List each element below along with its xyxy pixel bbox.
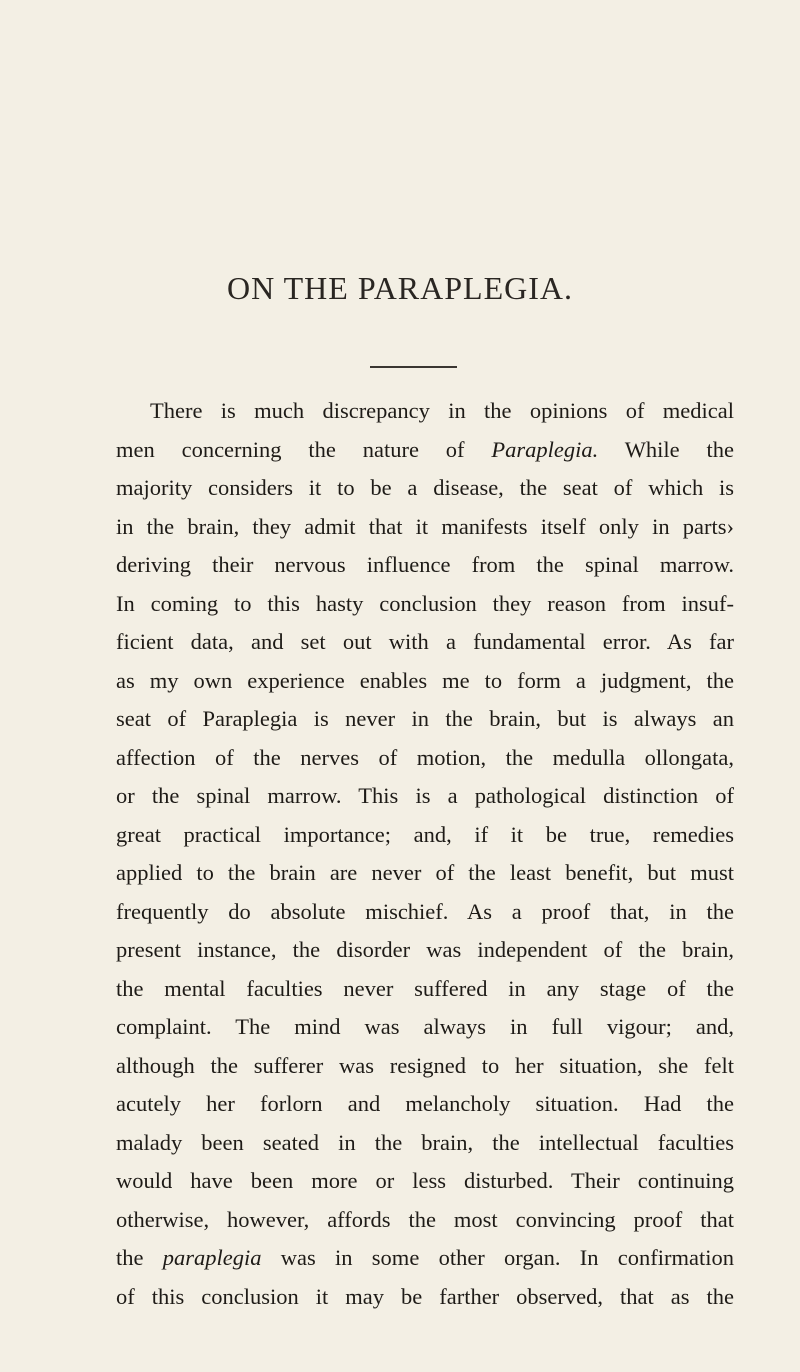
page-heading: ON THE PARAPLEGIA. xyxy=(226,270,574,306)
text-segment: men concerning the nature of xyxy=(116,436,492,462)
text-line: seat of Paraplegia is never in the brain, but is always an xyxy=(116,706,734,731)
text-line: otherwise, however, affords the most convincing proof that xyxy=(116,1206,734,1232)
text-line: frequently do absolute mischief. As a proof that, in the xyxy=(116,898,734,924)
text-line: although the sufferer was resigned to her situation, she felt xyxy=(116,1052,734,1078)
body-text xyxy=(116,392,734,1316)
text-line: complaint. The mind was always in full vigour; and, xyxy=(116,1014,734,1039)
text-line: applied to the brain are never of the least benefit, but must xyxy=(116,860,734,885)
text-line: majority considers it to be a disease, the seat of which is xyxy=(116,475,734,500)
text-line: deriving their nervous influence from the spinal marrow. xyxy=(116,552,734,577)
text-line: present instance, the disorder was independent of the brain, xyxy=(116,937,734,962)
text-segment: was in some other organ. In confirmation xyxy=(261,1245,734,1270)
emphasized-term: Paraplegia. xyxy=(491,436,599,462)
text-line: as my own experience enables me to form a judgment, the xyxy=(116,667,734,693)
text-segment: While the xyxy=(598,436,734,462)
text-line: of this conclusion it may be farther observed, that as the xyxy=(116,1283,734,1309)
text-line: In coming to this hasty conclusion they reason from insuf- xyxy=(116,590,734,616)
text-line: acutely her forlorn and melancholy situation. Had the xyxy=(116,1091,734,1116)
text-line: or the spinal marrow. This is a pathological distinction of xyxy=(116,783,734,808)
heading-rule xyxy=(370,366,457,368)
text-line: ficient data, and set out with a fundamental error. As far xyxy=(116,629,734,654)
text-line xyxy=(116,1239,734,1278)
text-line: affection of the nerves of motion, the medulla ollongata, xyxy=(116,744,734,770)
emphasized-term: paraplegia xyxy=(162,1245,262,1270)
text-segment: the xyxy=(116,1245,163,1270)
text-line: the mental faculties never suffered in any stage of the xyxy=(116,975,734,1001)
text-line: great practical importance; and, if it be true, remedies xyxy=(116,821,734,847)
text-line: malady been seated in the brain, the intellectual faculties xyxy=(116,1129,734,1155)
text-line: There is much discrepancy in the opinions of medical xyxy=(150,398,734,423)
text-line: would have been more or less disturbed. Their continuing xyxy=(116,1168,734,1193)
text-line xyxy=(116,431,734,470)
text-line: in the brain, they admit that it manifests itself only in parts› xyxy=(116,513,734,539)
